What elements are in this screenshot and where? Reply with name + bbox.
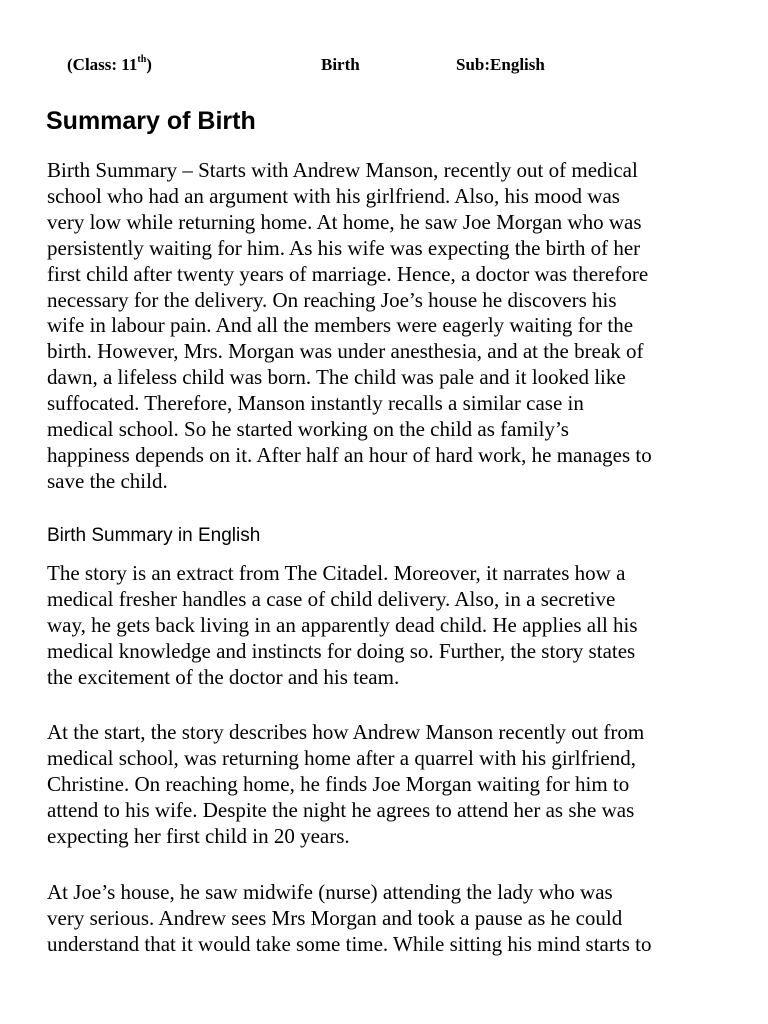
document-title: Summary of Birth — [46, 107, 256, 135]
paragraph-line: Birth Summary – Starts with Andrew Manson, recently out of medical — [47, 158, 638, 182]
paragraph-line: expecting her first child in 20 years. — [47, 823, 350, 848]
paragraph-line: birth. However, Mrs. Morgan was under anesthesia, and at the break of — [47, 339, 644, 364]
paragraph-line: first child after twenty years of marriage. Hence, a doctor was therefore — [47, 261, 649, 286]
paragraph-line: Christine. On reaching home, he finds Joe Morgan waiting for him to — [47, 771, 630, 796]
paragraph-line: attend to his wife. Despite the night he agrees to attend her as she was — [47, 797, 635, 822]
paragraph-line: The story is an extract from The Citadel. Moreover, it narrates how a — [47, 561, 626, 585]
topic-label: Birth — [321, 55, 360, 74]
class-prefix: (Class: 11 — [67, 55, 138, 74]
paragraph-citadel-extract — [47, 561, 737, 691]
paragraph-line: wife in labour pain. And all the members were eagerly waiting for the — [47, 313, 634, 338]
class-suffix: ) — [146, 55, 152, 74]
class-superscript: th — [137, 54, 147, 66]
paragraph-line: persistently waiting for him. As his wife was expecting the birth of her — [47, 235, 641, 260]
paragraph-line: very low while returning home. At home, he saw Joe Morgan who was — [47, 209, 642, 234]
class-label — [67, 55, 152, 75]
paragraph-line: save the child. — [47, 468, 168, 493]
paragraph-line: At the start, the story describes how Andrew Manson recently out from — [47, 720, 645, 744]
section-subheading: Birth Summary in English — [47, 525, 261, 546]
paragraph-birth-summary — [47, 158, 737, 495]
document-header — [0, 55, 768, 79]
paragraph-story-start — [47, 720, 737, 850]
paragraph-line: way, he gets back living in an apparently dead child. He applies all his — [47, 612, 638, 637]
paragraph-joes-house — [47, 880, 737, 958]
paragraph-line: medical school. So he started working on the child as family’s — [47, 417, 569, 442]
paragraph-line: understand that it would take some time. While sitting his mind starts to — [47, 931, 652, 956]
paragraph-line: suffocated. Therefore, Manson instantly recalls a similar case in — [47, 391, 584, 416]
paragraph-line: very serious. Andrew sees Mrs Morgan and took a pause as he could — [47, 905, 623, 930]
paragraph-line: dawn, a lifeless child was born. The child was pale and it looked like — [47, 365, 626, 390]
paragraph-line: necessary for the delivery. On reaching Joe’s house he discovers his — [47, 287, 617, 312]
paragraph-line: medical knowledge and instincts for doing so. Further, the story states — [47, 638, 636, 663]
paragraph-line: the excitement of the doctor and his team. — [47, 664, 400, 689]
subject-label: Sub:English — [456, 55, 545, 74]
paragraph-line: At Joe’s house, he saw midwife (nurse) attending the lady who was — [47, 880, 613, 904]
paragraph-line: medical fresher handles a case of child delivery. Also, in a secretive — [47, 586, 616, 611]
paragraph-line: school who had an argument with his girlfriend. Also, his mood was — [47, 183, 620, 208]
paragraph-line: medical school, was returning home after a quarrel with his girlfriend, — [47, 745, 636, 770]
paragraph-line: happiness depends on it. After half an hour of hard work, he manages to — [47, 442, 652, 467]
